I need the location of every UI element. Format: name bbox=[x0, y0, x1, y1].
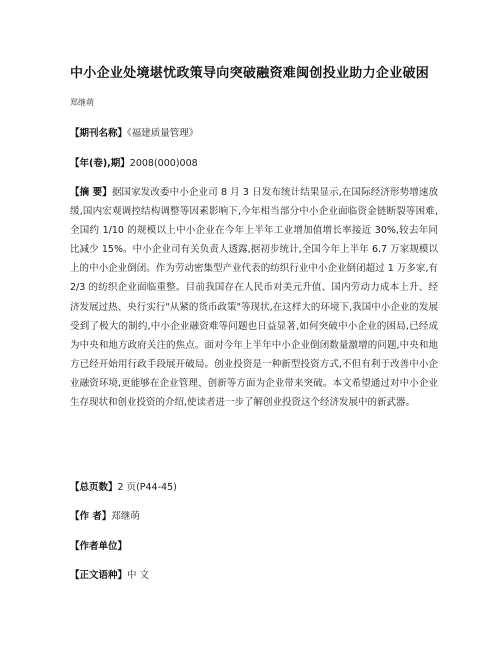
author-byline: 郑继萌 bbox=[70, 98, 94, 107]
journal-label: 【期刊名称】 bbox=[70, 128, 128, 139]
author-field bbox=[70, 508, 140, 522]
pages-field bbox=[70, 479, 177, 493]
journal-field bbox=[70, 125, 198, 139]
article-title: 中小企业处境堪忧政策导向突破融资难闽创投业助力企业破困 bbox=[70, 66, 430, 81]
year-issue-label: 【年(卷),期】 bbox=[70, 158, 130, 169]
journal-value: 《福建质量管理》 bbox=[127, 128, 199, 139]
author-value: 郑继萌 bbox=[111, 511, 140, 522]
affiliation-label: 【作者单位】 bbox=[70, 541, 128, 552]
abstract-label: 【摘 要】 bbox=[70, 187, 112, 198]
pages-value: 2 页(P44-45) bbox=[117, 482, 177, 493]
affiliation-field bbox=[70, 538, 127, 552]
language-field bbox=[70, 567, 149, 581]
year-issue-value: 2008(000)008 bbox=[129, 158, 198, 169]
language-label: 【正文语种】 bbox=[70, 570, 128, 581]
author-label: 【作 者】 bbox=[70, 511, 112, 522]
year-issue-field bbox=[70, 155, 198, 169]
abstract-block bbox=[70, 183, 438, 412]
abstract-text: 据国家发改委中小企业司 8 月 3 日发布统计结果显示,在国际经济形势增速放缓,国内宏观调控结构调整等因素影响下,今年相当部分中小企业面临资金链断裂等困难,全国约 1/10 的规模以上中小企业在今年上半年工业增加值增长率接近 30%,较去年同比减少 15%。中小企业司有关负责人透露,据初步统计,全国今年上半年 6.7 万家规模以上的中小企业倒闭。作为劳动密集型产业代表的纺织行业中小企业倒闭超过 1 万多家,有 2/3 的纺织企业面临重整。目前我国存在人民币对美元升值、国内劳动力成本上升、经济发展过热、央行实行"从紧的货币政策"等现状,在这样大的环境下,我国中小企业的发展受到了极大的制约,中小企业融资难等问题也日益显著,如何突破中小企业的困局,已经成为中央和地方政府关注的焦点。面对今年上半年中小企业倒闭数量激增的问题,中央和地方已经开始用行政手段展开破局。创业投资是一种新型投资方式,不但有利于改善中小企业融资环境,更能够在企业管理、创新等方面为企业带来突破。本文希望通过对中小企业生存现状和创业投资的介绍,使读者进一步了解创业投资这个经济发展中的新武器。 bbox=[70, 187, 438, 409]
pages-label: 【总页数】 bbox=[70, 482, 118, 493]
language-value: 中 文 bbox=[127, 570, 150, 581]
